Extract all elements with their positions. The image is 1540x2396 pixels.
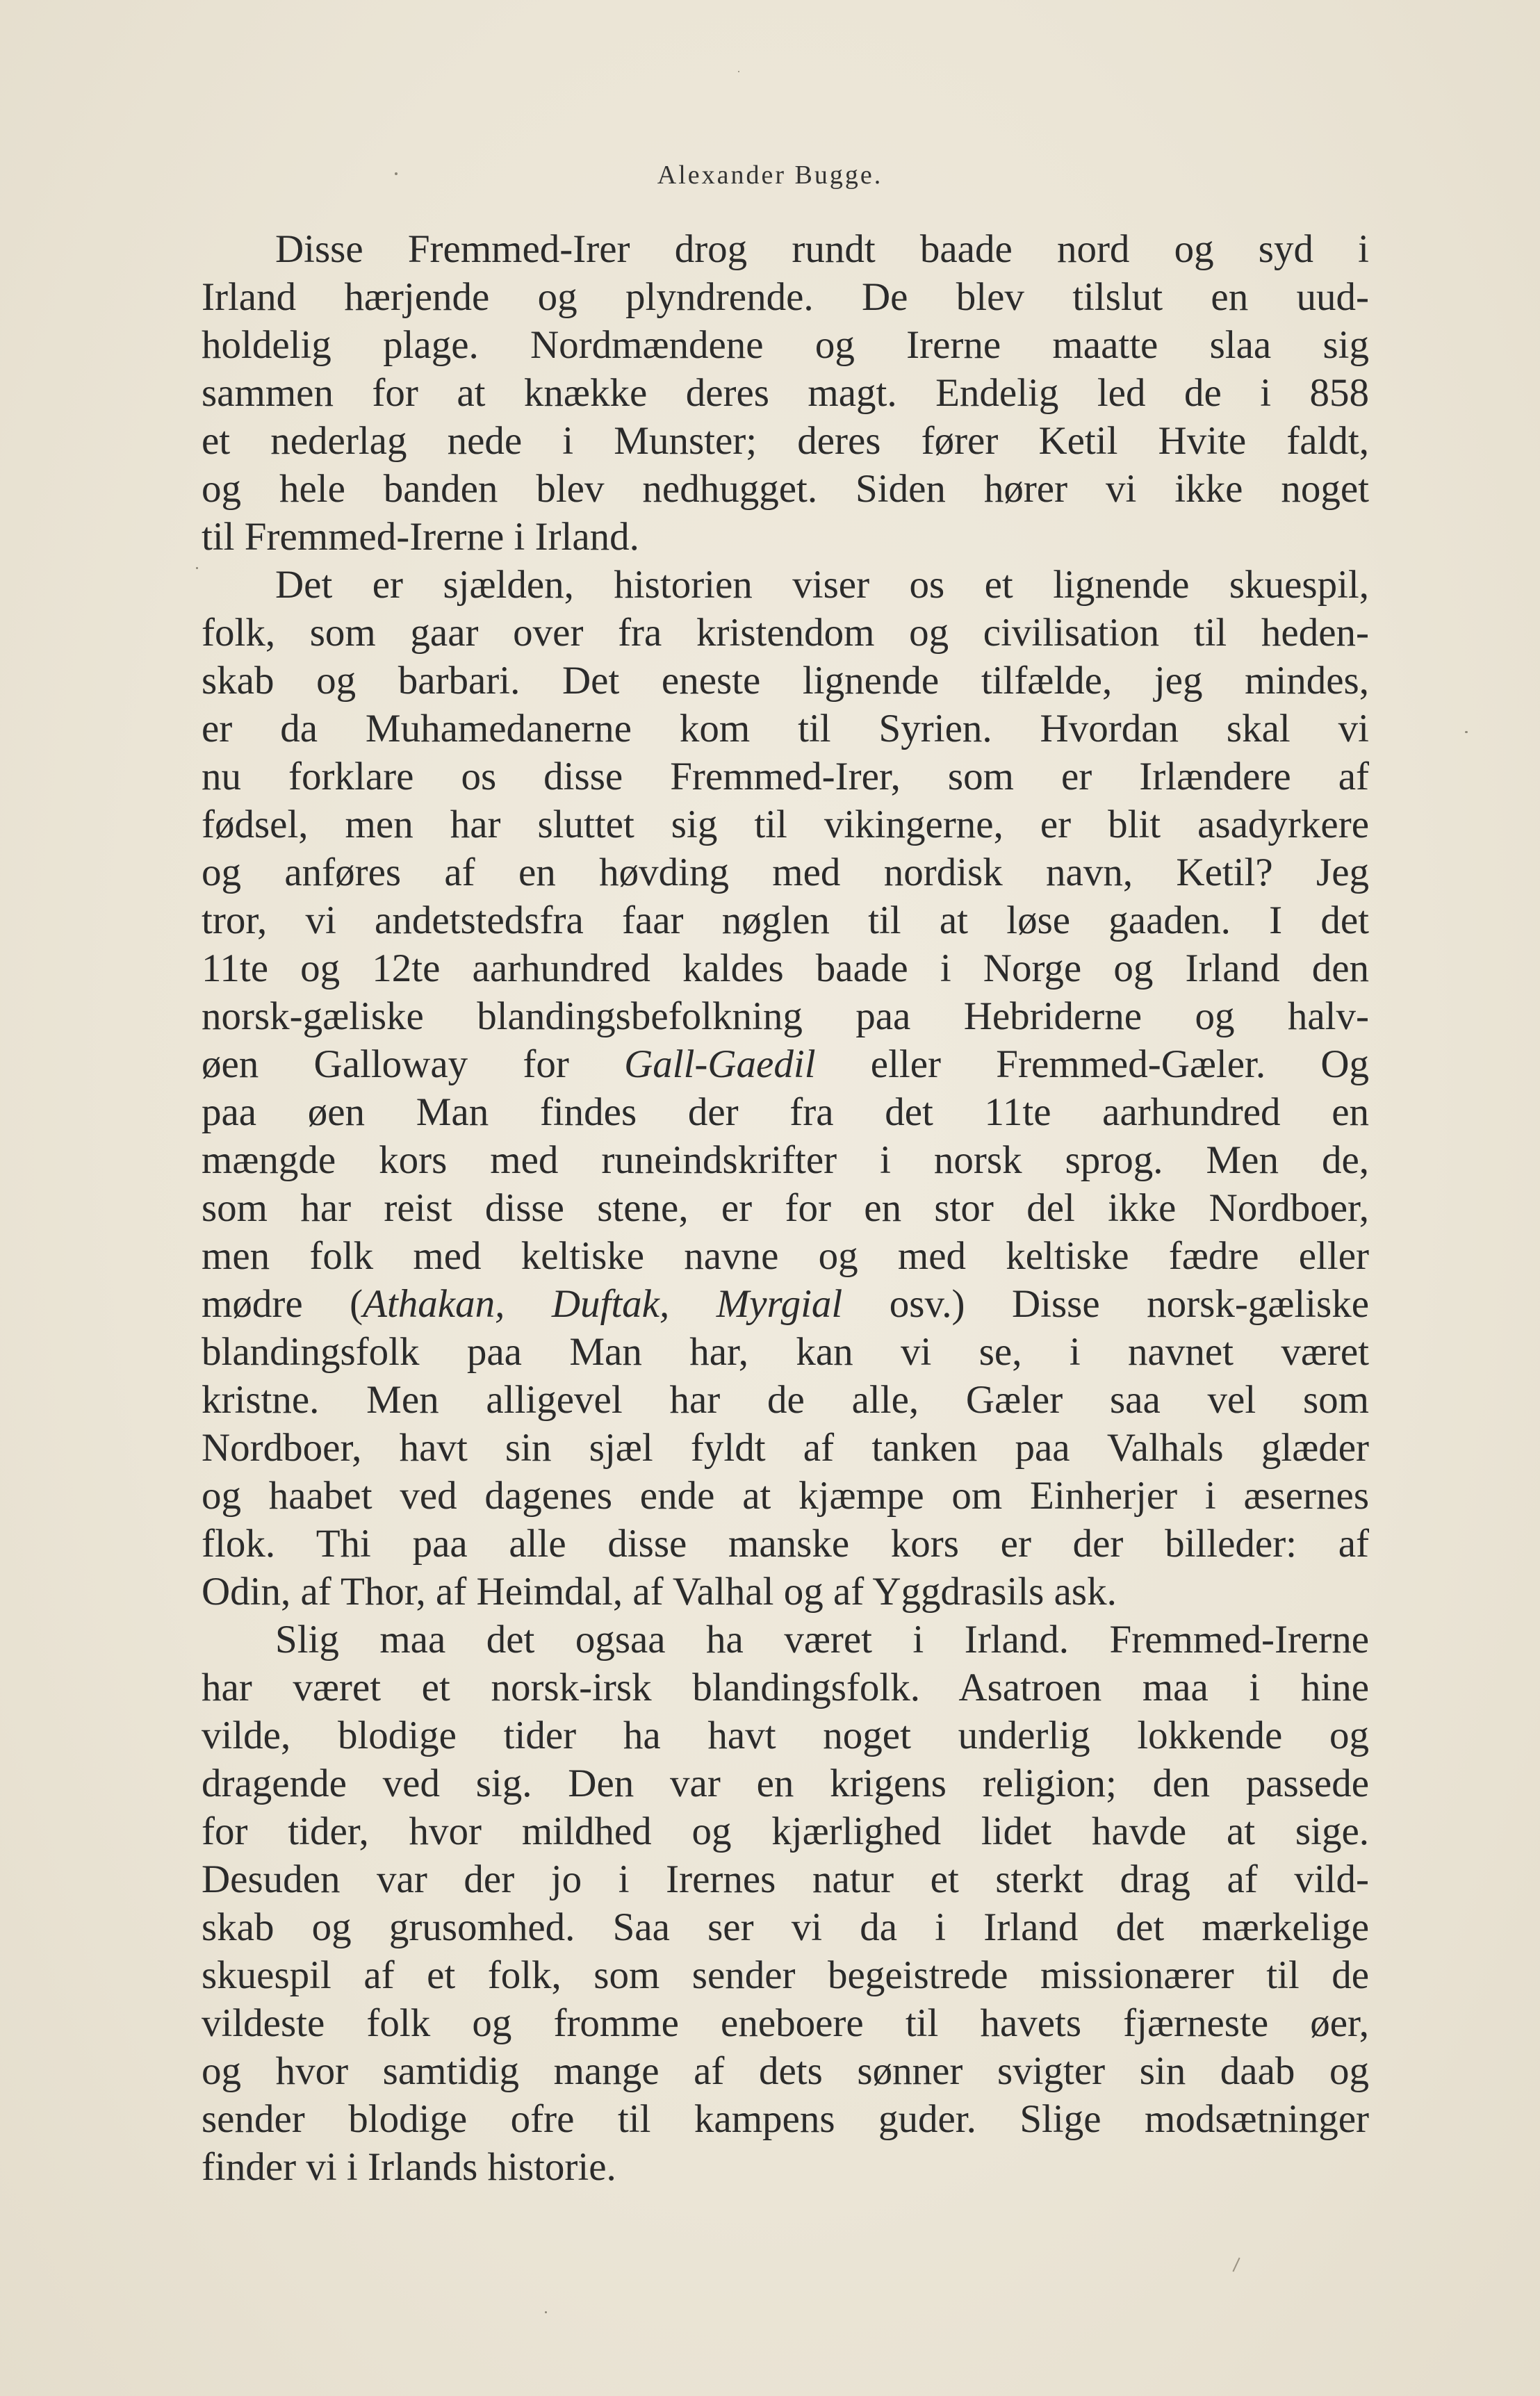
text-line — [202, 1855, 1369, 1903]
text-segment: øen Galloway for — [202, 1042, 625, 1086]
text-segment: nu forklare os disse Fremmed-Irer, som er Irlændere af — [202, 755, 1369, 798]
text-line — [202, 1040, 1369, 1088]
text-line — [202, 1664, 1369, 1712]
text-line — [202, 1184, 1369, 1232]
text-segment: dragende ved sig. Den var en krigens religion; den passede — [202, 1762, 1369, 1805]
text-line — [202, 705, 1369, 753]
text-line — [202, 1328, 1369, 1376]
text-segment: mængde kors med runeindskrifter i norsk sprog. Men de, — [202, 1138, 1369, 1182]
text-line — [202, 1999, 1369, 2047]
text-line — [202, 1472, 1369, 1520]
text-line — [202, 465, 1369, 513]
paper-speck — [1465, 731, 1468, 733]
text-line — [202, 561, 1369, 609]
text-segment: har været et norsk-irsk blandingsfolk. Asatroen maa i hine — [202, 1666, 1369, 1709]
text-line — [202, 1136, 1369, 1184]
text-line — [202, 321, 1369, 369]
text-line — [202, 2047, 1369, 2095]
text-segment: eller Fremmed-Gæler. Og — [815, 1042, 1370, 1086]
text-segment: sammen for at knække deres magt. Endelig led de i 858 — [202, 371, 1369, 415]
body-text — [202, 225, 1369, 2191]
text-line — [202, 225, 1369, 273]
text-segment: sender blodige ofre til kampens guder. Slige modsætninger — [202, 2097, 1369, 2141]
text-line — [202, 1903, 1369, 1951]
text-segment: osv.) Disse norsk-gæliske — [842, 1282, 1369, 1326]
text-line — [202, 1280, 1369, 1328]
text-line — [202, 2095, 1369, 2143]
text-line — [202, 513, 1369, 561]
text-segment: et nederlag nede i Munster; deres fører Ketil Hvite faldt, — [202, 419, 1369, 463]
paper-speck — [738, 71, 739, 72]
text-line — [202, 273, 1369, 321]
text-line — [202, 657, 1369, 705]
text-segment: Odin, af Thor, af Heimdal, af Valhal og af Yggdrasils ask. — [202, 1570, 1117, 1614]
text-line — [202, 1088, 1369, 1136]
text-segment: flok. Thi paa alle disse manske kors er der billeder: af — [202, 1522, 1369, 1566]
text-segment: men folk med keltiske navne og med keltiske fædre eller — [202, 1234, 1369, 1278]
text-segment: paa øen Man findes der fra det 11te aarhundred en — [202, 1090, 1369, 1134]
text-line — [202, 1424, 1369, 1472]
text-segment: Disse Fremmed-Irer drog rundt baade nord og syd i — [275, 227, 1369, 271]
text-line — [202, 1759, 1369, 1807]
text-segment: skab og barbari. Det eneste lignende tilfælde, jeg mindes, — [202, 659, 1369, 703]
text-line — [202, 801, 1369, 848]
text-line — [202, 1376, 1369, 1424]
text-segment: og hvor samtidig mange af dets sønner svigter sin daab og — [202, 2049, 1369, 2093]
text-segment: vildeste folk og fromme eneboere til havets fjærneste øer, — [202, 2001, 1369, 2045]
text-line — [202, 1951, 1369, 1999]
text-segment: mødre ( — [202, 1282, 363, 1326]
text-segment: skuespil af et folk, som sender begeistrede missionærer til de — [202, 1953, 1369, 1997]
text-segment: og anføres af en høvding med nordisk navn, Ketil? Jeg — [202, 851, 1369, 894]
text-segment: og hele banden blev nedhugget. Siden hører vi ikke noget — [202, 467, 1369, 511]
text-line — [202, 1520, 1369, 1568]
paper-speck — [196, 567, 198, 569]
text-line — [202, 417, 1369, 465]
text-line — [202, 848, 1369, 896]
text-line — [202, 1616, 1369, 1664]
text-line — [202, 992, 1369, 1040]
text-segment: Irland hærjende og plyndrende. De blev tilslut en uud- — [202, 275, 1369, 319]
text-segment: er da Muhamedanerne kom til Syrien. Hvordan skal vi — [202, 707, 1369, 750]
text-segment: folk, som gaar over fra kristendom og civilisation til heden- — [202, 611, 1369, 655]
text-segment: tror, vi andetstedsfra faar nøglen til at løse gaaden. I det — [202, 899, 1369, 942]
text-segment: holdelig plage. Nordmændene og Irerne maatte slaa sig — [202, 323, 1369, 367]
paper-speck — [545, 2311, 547, 2313]
italic-text: Gall-Gaedil — [624, 1042, 816, 1086]
text-segment: finder vi i Irlands historie. — [202, 2145, 616, 2189]
text-segment: til Fremmed-Irerne i Irland. — [202, 515, 639, 559]
text-segment: fødsel, men har sluttet sig til vikingerne, er blit asadyrkere — [202, 803, 1369, 846]
text-line — [202, 1232, 1369, 1280]
text-segment: blandingsfolk paa Man har, kan vi se, i navnet været — [202, 1330, 1369, 1374]
text-line — [202, 944, 1369, 992]
text-line — [202, 1712, 1369, 1759]
text-segment: skab og grusomhed. Saa ser vi da i Irland det mærkelige — [202, 1905, 1369, 1949]
text-line — [202, 1807, 1369, 1855]
text-segment: 11te og 12te aarhundred kaldes baade i Norge og Irland den — [202, 946, 1369, 990]
text-line — [202, 896, 1369, 944]
text-line — [202, 609, 1369, 657]
paper-mark — [1232, 2258, 1240, 2272]
text-segment: vilde, blodige tider ha havt noget underlig lokkende og — [202, 1714, 1369, 1757]
paper-speck — [395, 172, 398, 175]
text-line — [202, 1568, 1369, 1616]
italic-text: Athakan, Duftak, Myrgial — [363, 1282, 843, 1326]
text-segment: Slig maa det ogsaa ha været i Irland. Fremmed-Irerne — [275, 1618, 1369, 1661]
running-head: Alexander Bugge. — [657, 161, 883, 190]
text-segment: og haabet ved dagenes ende at kjæmpe om Einherjer i æsernes — [202, 1474, 1369, 1518]
text-line — [202, 753, 1369, 801]
text-segment: Nordboer, havt sin sjæl fyldt af tanken paa Valhals glæder — [202, 1426, 1369, 1470]
text-segment: Desuden var der jo i Irernes natur et sterkt drag af vild- — [202, 1857, 1369, 1901]
text-segment: Det er sjælden, historien viser os et lignende skuespil, — [275, 563, 1369, 607]
text-segment: norsk-gæliske blandingsbefolkning paa Hebriderne og halv- — [202, 994, 1369, 1038]
text-line — [202, 2143, 1369, 2191]
text-line — [202, 369, 1369, 417]
text-segment: som har reist disse stene, er for en stor del ikke Nordboer, — [202, 1186, 1369, 1230]
text-segment: kristne. Men alligevel har de alle, Gæler saa vel som — [202, 1378, 1369, 1422]
text-segment: for tider, hvor mildhed og kjærlighed lidet havde at sige. — [202, 1810, 1369, 1853]
